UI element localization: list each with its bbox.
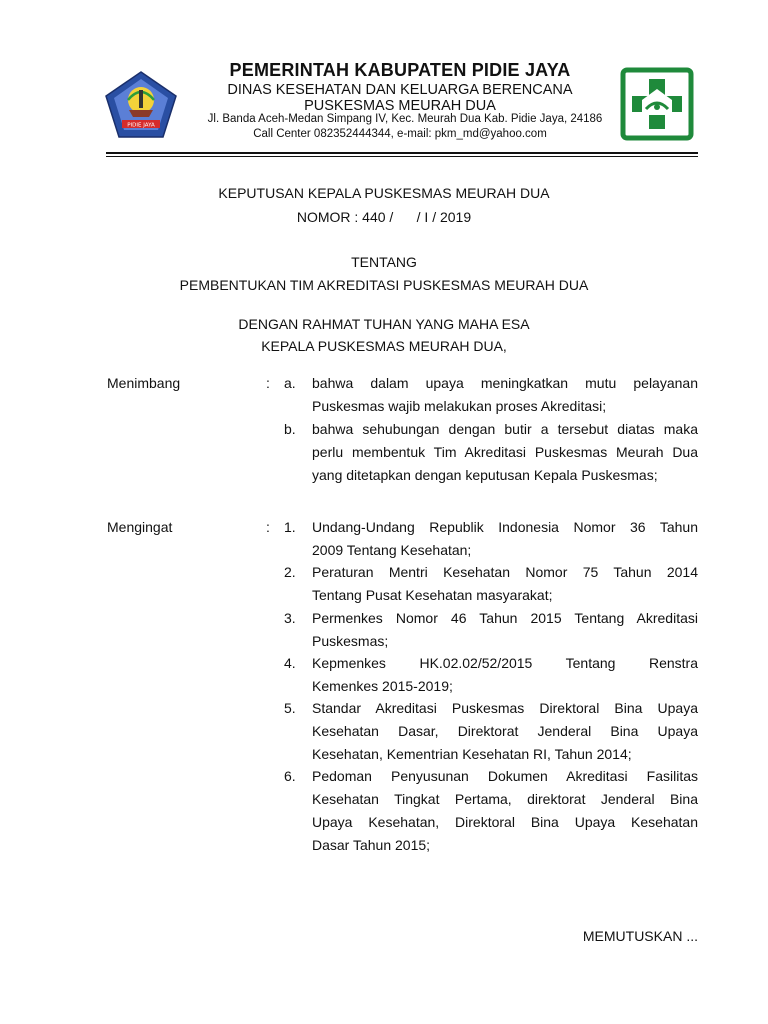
letterhead-rule-thin	[106, 156, 698, 157]
menimbang-marker-b: b.	[284, 421, 296, 437]
menimbang-a-line-2: Puskesmas wajib melakukan proses Akreditasi;	[312, 398, 607, 414]
menimbang-b-line-1: bahwa sehubungan dengan butir a tersebut diatas maka	[312, 421, 698, 437]
menimbang-marker-a: a.	[284, 375, 296, 391]
logo-ribbon-text: PIDIE JAYA	[127, 122, 155, 129]
letterhead-title: PEMERINTAH KABUPATEN PIDIE JAYA	[229, 60, 571, 80]
mengingat-4-line-1: Kepmenkes HK.02.02/52/2015 Tentang Renstra	[312, 655, 698, 671]
mengingat-6-line-4: Dasar Tahun 2015;	[312, 837, 431, 853]
letterhead-rule	[106, 152, 698, 154]
head-of-office-line: KEPALA PUSKESMAS MEURAH DUA,	[261, 338, 507, 354]
menimbang-colon: :	[266, 375, 270, 391]
mengingat-marker-3: 3.	[284, 610, 296, 626]
decision-number: NOMOR : 440 / / I / 2019	[296, 209, 472, 225]
mengingat-marker-6: 6.	[284, 768, 296, 784]
mengingat-colon: :	[266, 519, 270, 535]
puskesmas-logo	[620, 67, 694, 141]
mengingat-5-line-1: Standar Akreditasi Puskesmas Direktoral Bina Upaya	[312, 700, 698, 716]
mengingat-2-line-1: Peraturan Mentri Kesehatan Nomor 75 Tahun 2014	[312, 564, 698, 580]
letterhead-department: DINAS KESEHATAN DAN KELUARGA BERENCANA	[227, 82, 573, 98]
menimbang-b-line-3: yang ditetapkan dengan keputusan Kepala Puskesmas;	[312, 467, 658, 483]
decision-subject: PEMBENTUKAN TIM AKREDITASI PUSKESMAS MEURAH DUA	[179, 277, 589, 293]
menimbang-a-line-1: bahwa dalam upaya meningkatkan mutu pelayanan	[312, 375, 698, 391]
mengingat-marker-1: 1.	[284, 519, 296, 535]
mengingat-marker-5: 5.	[284, 700, 296, 716]
mengingat-6-line-2: Kesehatan Tingkat Pertama, direktorat Jenderal Bina	[312, 791, 698, 807]
letterhead-address: Jl. Banda Aceh-Medan Simpang IV, Kec. Meurah Dua Kab. Pidie Jaya, 24186	[207, 113, 603, 125]
continuation-note: MEMUTUSKAN ...	[582, 928, 698, 944]
mengingat-6-line-3: Upaya Kesehatan, Direktoral Bina Upaya Kesehatan	[312, 814, 698, 830]
blessing-line: DENGAN RAHMAT TUHAN YANG MAHA ESA	[238, 316, 530, 332]
menimbang-label: Menimbang	[107, 375, 181, 391]
mengingat-5-line-2: Kesehatan Dasar, Direktorat Jenderal Bina Upaya	[312, 723, 698, 739]
mengingat-6-line-1: Pedoman Penyusunan Dokumen Akreditasi Fasilitas	[312, 768, 698, 784]
mengingat-1-line-1: Undang-Undang Republik Indonesia Nomor 36 Tahun	[312, 519, 698, 535]
menimbang-b-line-2: perlu membentuk Tim Akreditasi Puskesmas Meurah Dua	[312, 444, 698, 460]
about-label: TENTANG	[351, 254, 417, 270]
mengingat-3-line-1: Permenkes Nomor 46 Tahun 2015 Tentang Akreditasi	[312, 610, 698, 626]
pidie-jaya-logo	[104, 70, 178, 140]
mengingat-marker-4: 4.	[284, 655, 296, 671]
mengingat-2-line-2: Tentang Pusat Kesehatan masyarakat;	[312, 587, 553, 603]
letterhead-unit: PUSKESMAS MEURAH DUA	[304, 98, 496, 114]
mengingat-4-line-2: Kemenkes 2015-2019;	[312, 678, 453, 694]
mengingat-1-line-2: 2009 Tentang Kesehatan;	[312, 542, 472, 558]
mengingat-5-line-3: Kesehatan, Kementrian Kesehatan RI, Tahun 2014;	[312, 746, 632, 762]
letterhead-contact: Call Center 082352444344, e-mail: pkm_md@yahoo.com	[253, 128, 547, 140]
decision-title: KEPUTUSAN KEPALA PUSKESMAS MEURAH DUA	[218, 185, 550, 201]
mengingat-3-line-2: Puskesmas;	[312, 633, 389, 649]
mengingat-marker-2: 2.	[284, 564, 296, 580]
mengingat-label: Mengingat	[107, 519, 173, 535]
